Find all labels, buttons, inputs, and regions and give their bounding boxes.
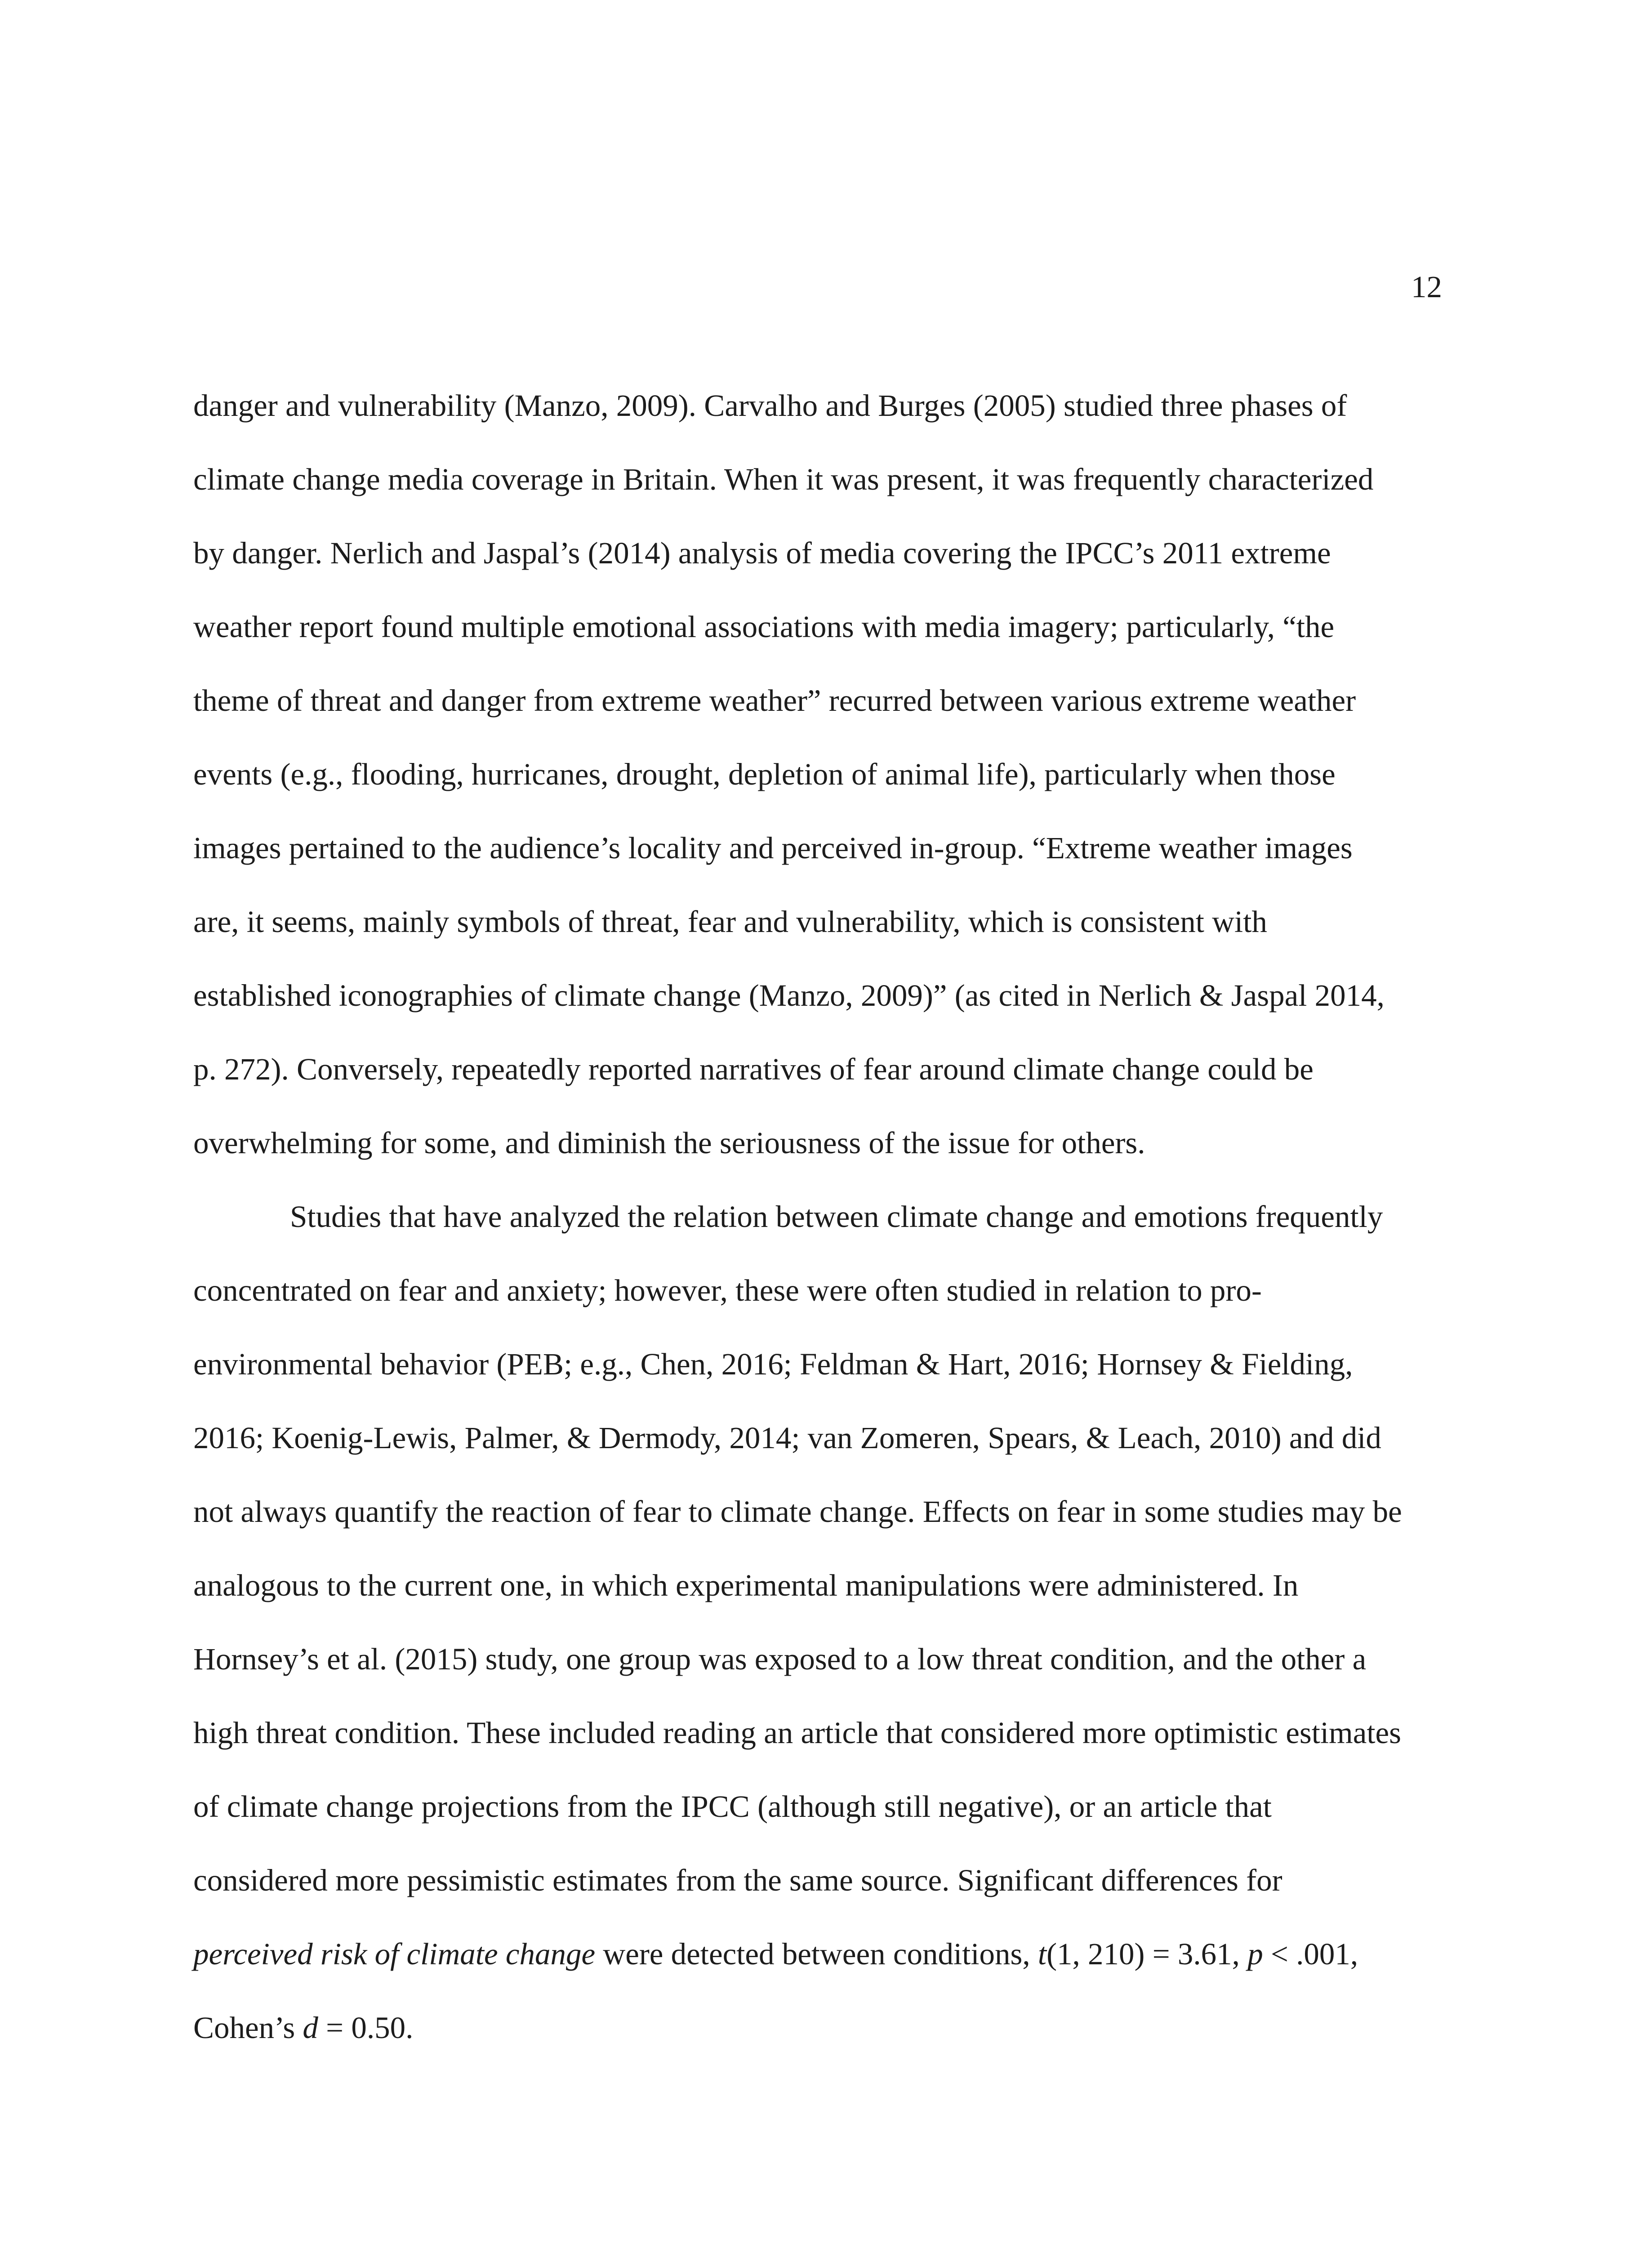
page-number: 12: [1411, 270, 1442, 304]
stat-symbol: t: [1038, 1937, 1047, 1971]
italic-term: perceived risk of climate change: [193, 1937, 596, 1971]
text-line: overwhelming for some, and diminish the seriousness of the issue for others.: [193, 1126, 1145, 1160]
text-line: are, it seems, mainly symbols of threat, fear and vulnerability, which is consistent with: [193, 905, 1267, 939]
text-line: images pertained to the audience’s locality and perceived in-group. “Extreme weather images: [193, 831, 1353, 865]
text-segment: < .001,: [1263, 1937, 1358, 1971]
text-line: theme of threat and danger from extreme weather” recurred between various extreme weather: [193, 683, 1356, 718]
body-text: [193, 369, 1450, 2065]
text-line: climate change media coverage in Britain. When it was present, it was frequently characterized: [193, 462, 1374, 496]
text-line: not always quantify the reaction of fear to climate change. Effects on fear in some studies may be: [193, 1494, 1402, 1529]
text-segment: Cohen’s: [193, 2011, 303, 2045]
text-segment: = 0.50.: [318, 2011, 414, 2045]
text-line: danger and vulnerability (Manzo, 2009). Carvalho and Burges (2005) studied three phases of: [193, 388, 1347, 423]
text-line: considered more pessimistic estimates from the same source. Significant differences for: [193, 1863, 1282, 1897]
text-line: by danger. Nerlich and Jaspal’s (2014) analysis of media covering the IPCC’s 2011 extreme: [193, 536, 1331, 570]
text-line: concentrated on fear and anxiety; however, these were often studied in relation to pro-: [193, 1273, 1262, 1307]
text-line: weather report found multiple emotional associations with media imagery; particularly, “the: [193, 610, 1335, 644]
stat-symbol: d: [303, 2011, 318, 2045]
text-line: of climate change projections from the IPCC (although still negative), or an article that: [193, 1789, 1272, 1824]
text-segment: (1, 210) = 3.61,: [1046, 1937, 1248, 1971]
text-line: environmental behavior (PEB; e.g., Chen, 2016; Feldman & Hart, 2016; Hornsey & Fielding,: [193, 1347, 1353, 1381]
text-line: p. 272). Conversely, repeatedly reported narratives of fear around climate change could be: [193, 1052, 1314, 1086]
text-line: established iconographies of climate change (Manzo, 2009)” (as cited in Nerlich & Jaspal 2014,: [193, 978, 1385, 1012]
stat-symbol: p: [1247, 1937, 1263, 1971]
text-line: analogous to the current one, in which experimental manipulations were administered. In: [193, 1568, 1299, 1602]
text-line: Studies that have analyzed the relation between climate change and emotions frequently: [290, 1200, 1383, 1234]
text-line: events (e.g., flooding, hurricanes, drought, depletion of animal life), particularly when those: [193, 757, 1336, 791]
text-segment: were detected between conditions,: [595, 1937, 1038, 1971]
text-line: [193, 1991, 1450, 2065]
text-line: 2016; Koenig-Lewis, Palmer, & Dermody, 2014; van Zomeren, Spears, & Leach, 2010) and did: [193, 1421, 1381, 1455]
text-line: high threat condition. These included reading an article that considered more optimistic estimates: [193, 1716, 1401, 1750]
text-line: [193, 1917, 1450, 1991]
text-line: Hornsey’s et al. (2015) study, one group was exposed to a low threat condition, and the other a: [193, 1642, 1367, 1676]
